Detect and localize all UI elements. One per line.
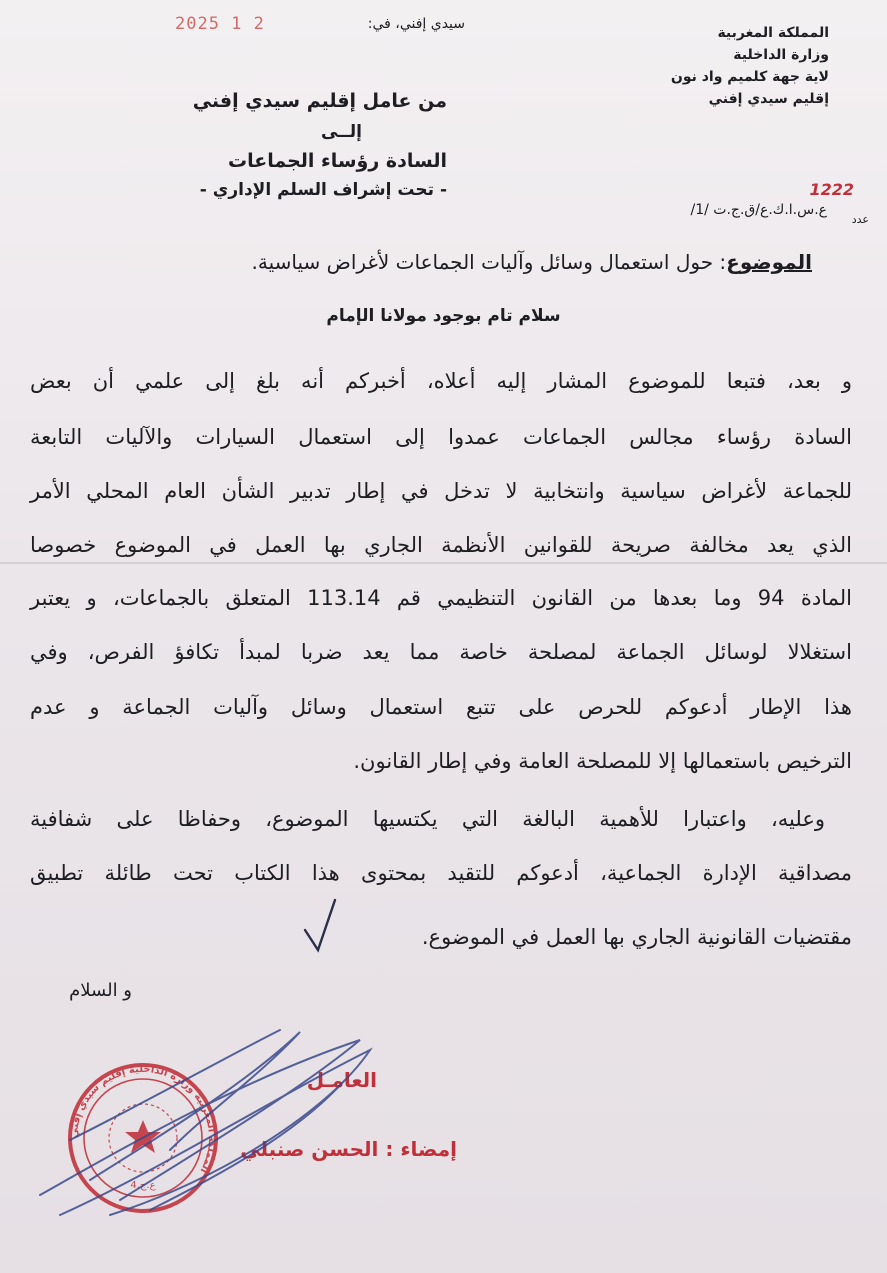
place-label: سيدي إفني، في: [367, 16, 465, 32]
body-line-2: السادة رؤساء مجالس الجماعات عمدوا إلى استعمال السيارات والآليات التابعة [30, 425, 852, 449]
date-stamp: 2025 1 2 [175, 14, 265, 34]
reference-number-handwritten: 1222 [809, 180, 854, 199]
reference-number-label: عدد [851, 213, 869, 226]
subject-line [252, 250, 812, 274]
stamp-ring-text: المملكة المغربية وزارة الداخلية إقليم سيدي إفني [68, 1063, 218, 1175]
letterhead [599, 22, 829, 110]
supervision-line: - تحت إشراف السلم الإداري - [199, 180, 447, 200]
body-line-6: استغلالا لوسائل الجماعة لمصلحة خاصة مما يعد ضربا لمبدأ تكافؤ الفرص، وفي [30, 640, 852, 664]
letterhead-kingdom: المملكة المغربية [717, 25, 829, 41]
signature-scrawl [40, 1030, 370, 1215]
body-line-3: للجماعة لأغراض سياسية وانتخابية لا تدخل في إطار تدبير الشأن العام المحلي الأمر [30, 479, 852, 503]
stamp-inner-text: ع.ج.4 [130, 1180, 156, 1191]
reference-code: /ع.س.ا.ك.ع/ق.ج.ت /1 [690, 202, 827, 218]
addressee-line: السادة رؤساء الجماعات [227, 150, 447, 172]
official-stamp [69, 1064, 217, 1211]
letterhead-region: لاية جهة كلميم واد نون [670, 69, 829, 85]
signature-title: العامـل [306, 1068, 377, 1092]
letterhead-ministry: وزارة الداخلية [733, 47, 829, 63]
body-line-7: هذا الإطار أدعوكم للحرص على تتبع استعمال وسائل وآليات الجماعة و عدم [30, 695, 852, 719]
svg-text:المملكة المغربية وزارة الداخلي [69, 1064, 217, 1175]
body-line-1: و بعد، فتبعا للموضوع المشار إليه أعلاه، أخبركم أنه بلغ إلى علمي أن بعض [30, 369, 852, 393]
body-line-9: وعليه، واعتبارا للأهمية البالغة التي يكتسيها الموضوع، وحفاظا على شفافية [30, 807, 825, 831]
body-line-5: المادة 94 وما بعدها من القانون التنظيمي قم 113.14 المتعلق بالجماعات، و يعتبر [30, 586, 852, 610]
subject-text: : حول استعمال وسائل وآليات الجماعات لأغراض سياسية. [251, 250, 727, 274]
signature-name: إمضاء : الحسن صنبلي [240, 1137, 457, 1161]
body-line-11: مقتضيات القانونية الجاري بها العمل في الموضوع. [421, 925, 852, 949]
salutation: سلام تام بوجود مولانا الإمام [326, 306, 561, 326]
place-date [175, 14, 465, 34]
letterhead-province: إقليم سيدي إفني [708, 91, 829, 107]
closing: و السلام [69, 980, 132, 1001]
paper-fold-line [0, 562, 887, 564]
subject-label: الموضوع [726, 250, 812, 274]
to-line: إلــى [320, 122, 362, 142]
body-line-8: الترخيص باستعمالها إلا للمصلحة العامة وفي إطار القانون. [353, 749, 852, 773]
body-line-4: الذي يعد مخالفة صريحة للقوانين الأنظمة الجاري بها العمل في الموضوع خصوصا [30, 533, 852, 557]
sender-line: من عامل إقليم سيدي إفني [192, 90, 447, 112]
body-line-10: مصداقية الإدارة الجماعية، أدعوكم للتقيد بمحتوى هذا الكتاب تحت طائلة تطبيق [30, 861, 852, 885]
